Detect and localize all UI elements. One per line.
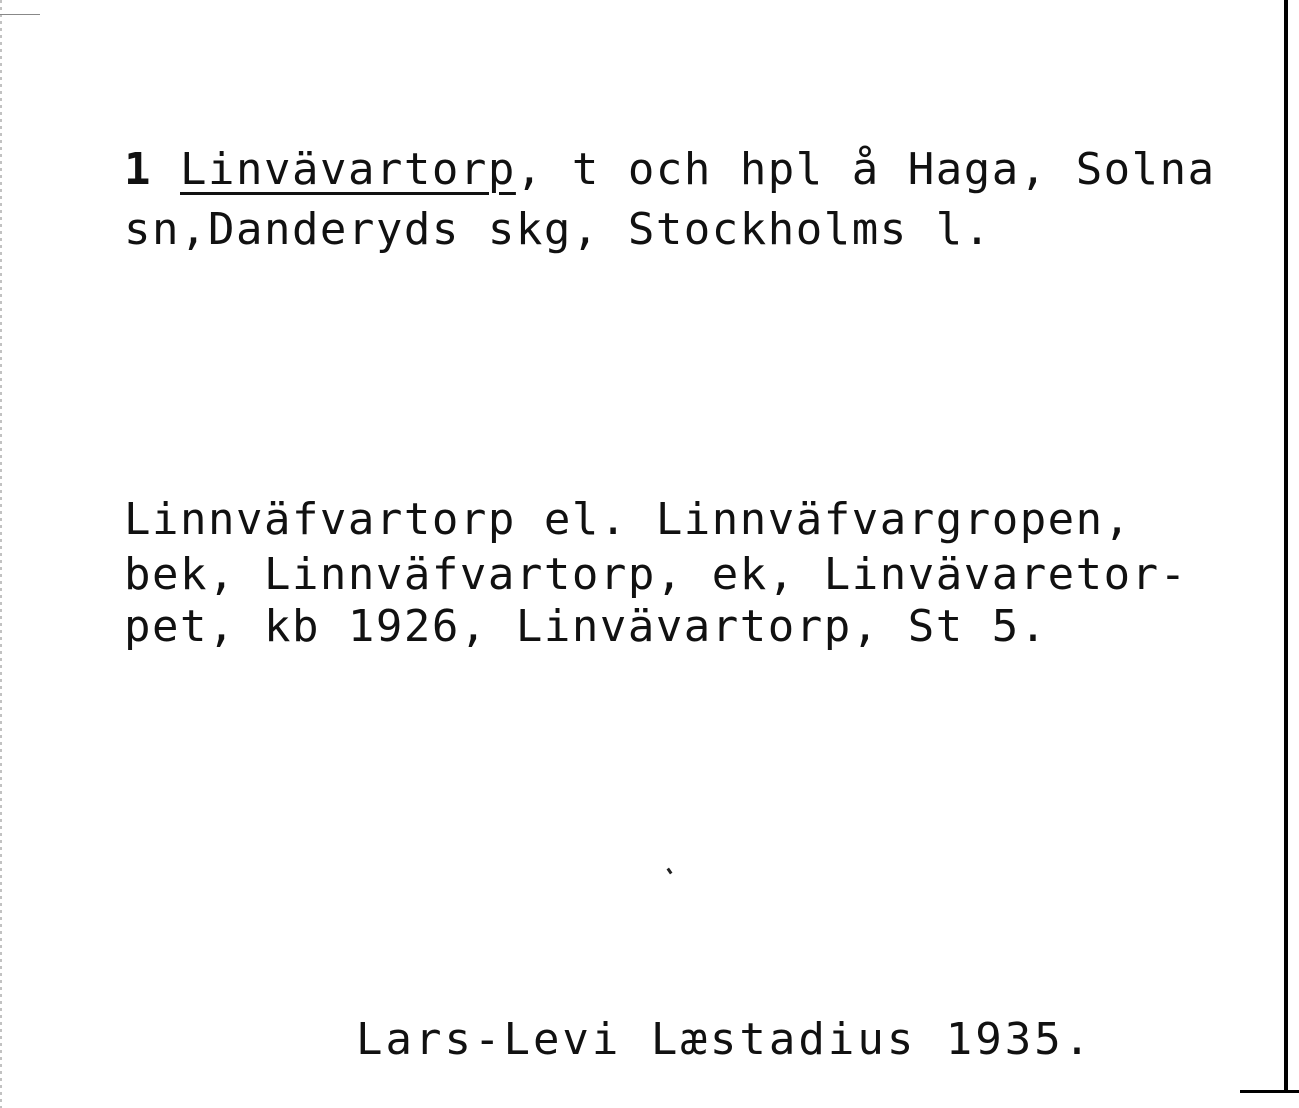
card-left-edge (0, 0, 2, 1108)
heading-line-1 (124, 144, 1216, 195)
notes-line-3: pet, kb 1926, Linvävartorp, St 5. (124, 601, 1048, 652)
heading-line-2: sn,Danderyds skg, Stockholms l. (124, 204, 992, 255)
entry-number: 1 (124, 144, 152, 195)
ink-speck (667, 868, 673, 875)
notes-line-2: bek, Linnväfvartorp, ek, Linvävaretor- (124, 549, 1188, 600)
card-top-mark (0, 14, 40, 15)
heading-description: , t och hpl å Haga, Solna (515, 144, 1216, 195)
place-name: Linvävartorp (180, 144, 516, 195)
card-bottom-border (1240, 1090, 1299, 1093)
notes-line-1: Linnväfvartorp el. Linnväfvargropen, (124, 494, 1132, 545)
signature: Lars-Levi Læstadius 1935. (356, 1014, 1094, 1065)
card-right-border (1284, 0, 1288, 1092)
